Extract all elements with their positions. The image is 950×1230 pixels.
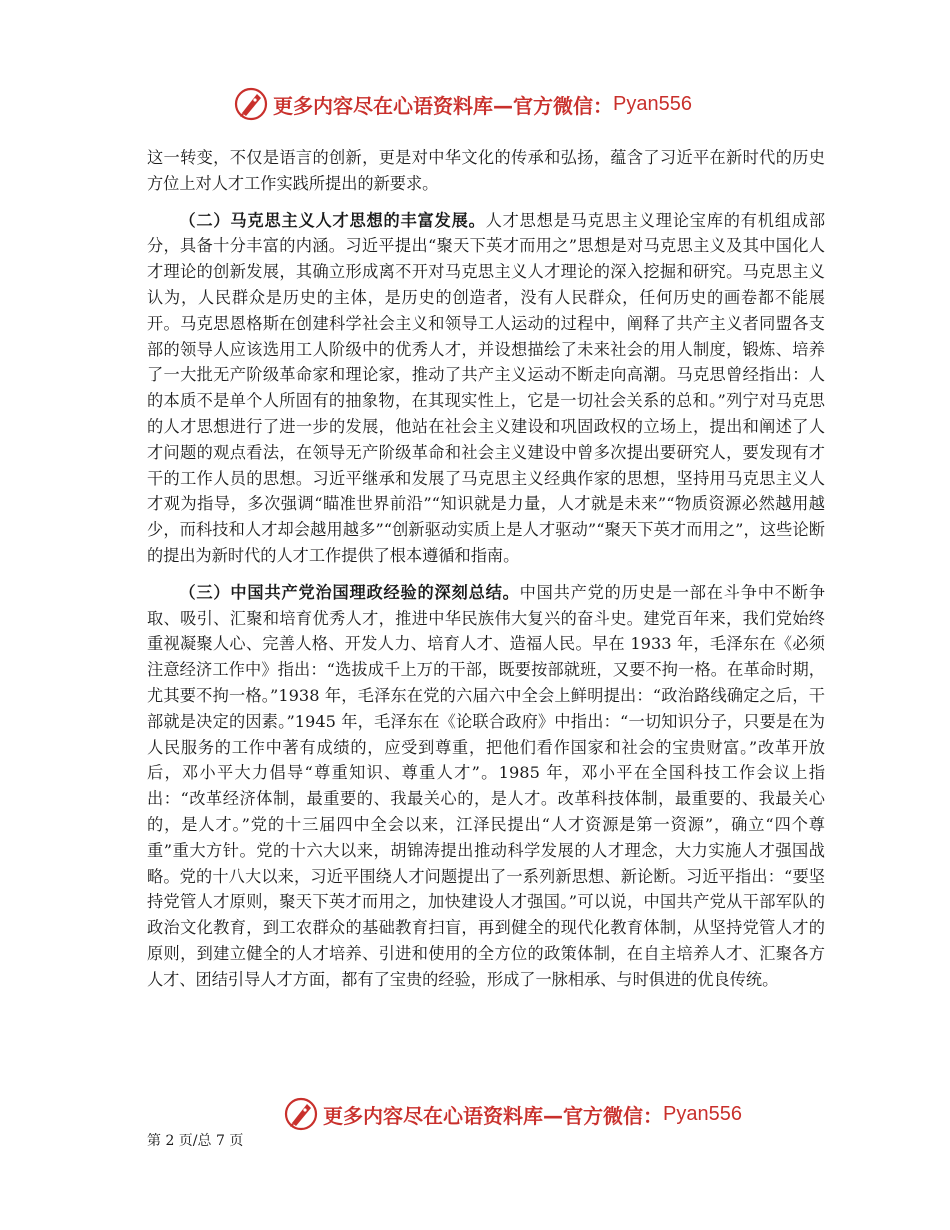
- document-body: [147, 145, 825, 993]
- banner-text: 更多内容尽在心语资料库—官方微信：: [273, 93, 613, 118]
- page-number: 第 2 页/总 7 页: [147, 1133, 244, 1149]
- paragraph-text: 中国共产党的历史是一部在斗争中不断争取、吸引、汇聚和培育优秀人才，推进中华民族伟大复兴的奋斗史。建党百年来，我们党始终重视凝聚人心、完善人格、开发人力、培育人才、造福人民。早在 1933 年，毛泽东在《必须注意经济工作中》指出：“选拔成千上万的干部，既要按部就班，又要不拘一格。在革命时期，尤其要不拘一格。”1938 年，毛泽东在党的六届六中全会上鲜明提出：“政治路线确定之后，干部就是决定的因素。”1945 年，毛泽东在《论联合政府》中指出：“一切知识分子，只要是在为人民服务的工作中著有成绩的，应受到尊重，把他们看作国家和社会的宝贵财富。”改革开放后，邓小平大力倡导“尊重知识、尊重人才”。1985 年，邓小平在全国科技工作会议上指出：“改革经济体制，最重要的、我最关心的，是人才。改革科技体制，最重要的、我最关心的，是人才。”党的十三届四中全会以来，江泽民提出“人才资源是第一资源”，确立“四个尊重”重大方针。党的十六大以来，胡锦涛提出推动科学发展的人才理念，大力实施人才强国战略。党的十八大以来，习近平围绕人才问题提出了一系列新思想、新论断。习近平指出：“要坚持党管人才原则，聚天下英才而用之，加快建设人才强国。”可以说，中国共产党从干部军队的政治文化教育，到工农群众的基础教育扫盲，再到健全的现代化教育体制，从坚持党管人才的原则，到建立健全的人才培养、引进和使用的全方位的政策体制，在自主培养人才、汇聚各方人才、团结引导人才方面，都有了宝贵的经验，形成了一脉相承、与时俱进的优良传统。: [147, 582, 826, 989]
- paragraph-party-experience: [147, 580, 825, 993]
- paragraph-marxist-thought: [147, 208, 825, 569]
- footer-banner: [0, 1094, 950, 1134]
- paragraph-continuation: [147, 145, 825, 197]
- banner-text: 更多内容尽在心语资料库—官方微信：: [323, 1103, 663, 1128]
- paragraph-text: 人才思想是马克思主义理论宝库的有机组成部分，具备十分丰富的内涵。习近平提出“聚天下英才而用之”思想是对马克思主义及其中国化人才理论的创新发展，其确立形成离不开对马克思主义人才理论的深入挖掘和研究。马克思主义认为，人民群众是历史的主体，是历史的创造者，没有人民群众，任何历史的画卷都不能展开。马克思恩格斯在创建科学社会主义和领导工人运动的过程中，阐释了共产主义者同盟各支部的领导人应该选用工人阶级中的优秀人才，并设想描绘了未来社会的用人制度，锻炼、培养了一大批无产阶级革命家和理论家，推动了共产主义运动不断走向高潮。马克思曾经指出：人的本质不是单个人所固有的抽象物，在其现实性上，它是一切社会关系的总和。”列宁对马克思的人才思想进行了进一步的发展，他站在社会主义建设和巩固政权的立场上，提出和阐述了人才问题的观点看法，在领导无产阶级革命和社会主义建设中曾多次提出要研究人，要发现有才干的工作人员的思想。习近平继承和发展了马克思主义经典作家的思想，坚持用马克思主义人才观为指导，多次强调“瞄准世界前沿”“知识就是力量，人才就是未来”“物质资源必然越用越少，而科技和人才却会越用越多”“创新驱动实质上是人才驱动”“聚天下英才而用之”，这些论断的提出为新时代的人才工作提供了根本遵循和指南。: [147, 210, 826, 565]
- wechat-id: Pyan556: [613, 92, 692, 115]
- pen-nib-logo-icon: [283, 1096, 319, 1132]
- paragraph-text: 这一转变，不仅是语言的创新，更是对中华文化的传承和弘扬，蕴含了习近平在新时代的历史方位上对人才工作实践所提出的新要求。: [147, 148, 825, 193]
- paragraph-heading: （二）马克思主义人才思想的丰富发展。: [179, 210, 486, 230]
- header-banner: [0, 84, 950, 124]
- paragraph-heading: （三）中国共产党治国理政经验的深刻总结。: [179, 582, 520, 602]
- wechat-id: Pyan556: [663, 1102, 742, 1125]
- pen-nib-logo-icon: [233, 86, 269, 122]
